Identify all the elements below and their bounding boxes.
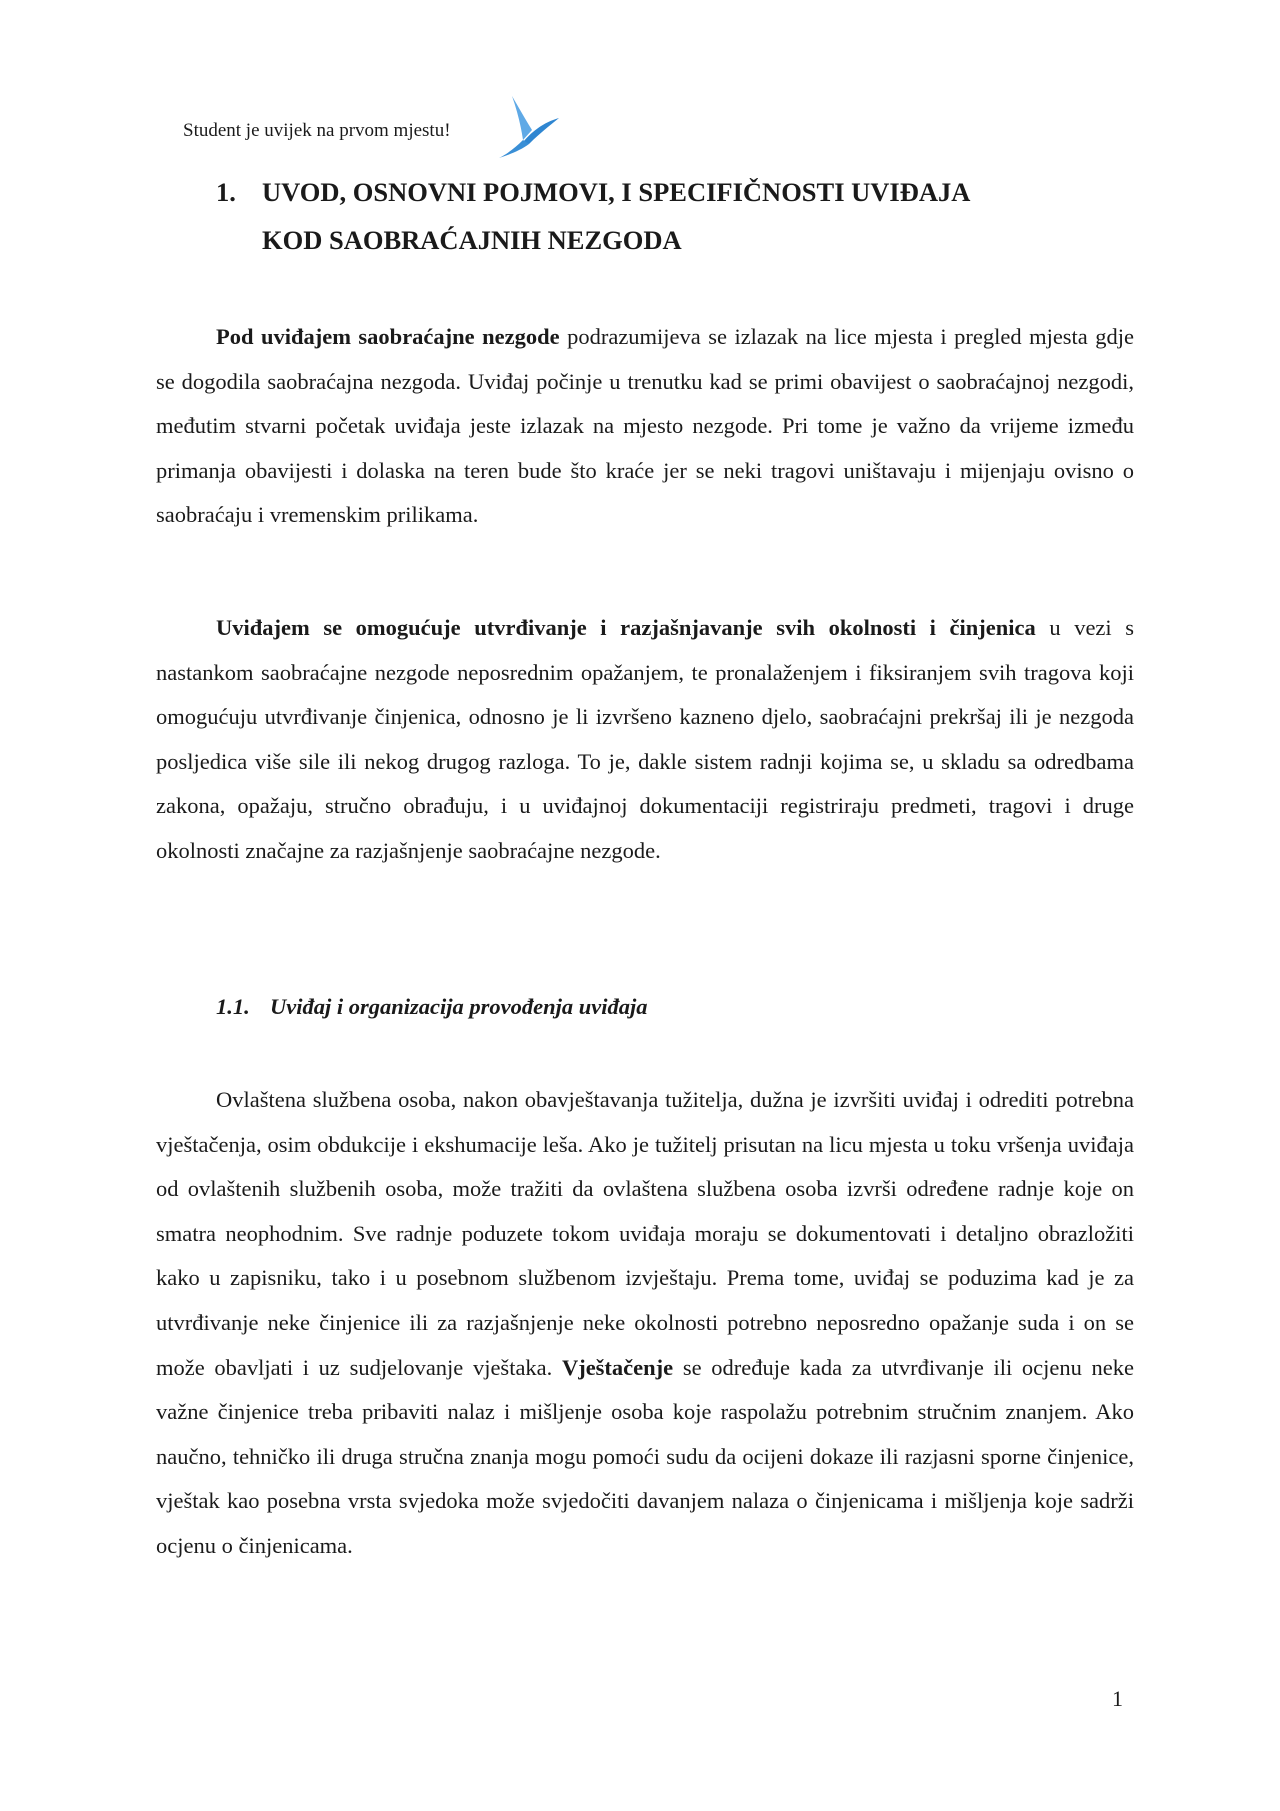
paragraph-1-bold: Pod uviđajem saobraćajne nezgode (216, 324, 560, 349)
paragraph-3-text-after: se određuje kada za utvrđivanje ili ocjenu neke važne činjenice treba pribaviti nalaz i mišljenje osoba koje raspolažu potrebnim stručnim znanjem. Ako naučno, tehničko ili druga stručna znanja mogu pomoći sudu da ocijeni dokaze ili razjasni sporne činjenice, vještak kao posebna vrsta svjedoka može svjedočiti davanjem nalaza o činjenicama i mišljenja koje sadrži ocjenu o činjenicama. (156, 1354, 1134, 1558)
paragraph-1 (156, 315, 1134, 538)
paragraph-1-text: podrazumijeva se izlazak na lice mjesta i pregled mjesta gdje se dogodila saobraćajna nezgoda. Uviđaj počinje u trenutku kad se primi obavijest o saobraćajnoj nezgodi, međutim stvarni početak uviđaja jeste izlazak na mjesto nezgode. Pri tome je važno da vrijeme između primanja obavijesti i dolaska na teren bude što kraće jer se neki tragovi uništavaju i mijenjaju ovisno o saobraćaju i vremenskim prilikama. (156, 324, 1134, 528)
paragraph-3 (156, 1078, 1134, 1569)
chapter-title-line2: KOD SAOBRAĆAJNIH NEZGODA (262, 225, 682, 255)
bird-icon (499, 96, 559, 158)
paragraph-3-text-before: Ovlaštena službena osoba, nakon obavještavanja tužitelja, dužna je izvršiti uviđaj i odrediti potrebna vještačenja, osim obdukcije i ekshumacije leša. Ako je tužitelj prisutan na licu mjesta u toku vršenja uviđaja od ovlaštenih službenih osoba, može tražiti da ovlaštena službena osoba izvrši određene radnje koje on smatra neophodnim. Sve radnje poduzete tokom uviđaja moraju se dokumentovati i detaljno obrazložiti kako u zapisniku, tako i u posebnom službenom izvještaju. Prema tome, uviđaj se poduzima kad je za utvrđivanje neke činjenice ili za razjašnjenje neke okolnosti potrebno neposredno opažanje suda i on se može obavljati i uz sudjelovanje vještaka. (156, 1087, 1134, 1380)
paragraph-2 (156, 606, 1134, 874)
section-heading (216, 994, 648, 1020)
page-header (183, 96, 603, 156)
page-number: 1 (1112, 1686, 1123, 1711)
section-number: 1.1. (216, 994, 250, 1019)
header-slogan: Student je uvijek na prvom mjestu! (183, 120, 451, 141)
chapter-title (216, 168, 1116, 264)
chapter-number: 1. (216, 177, 236, 207)
chapter-title-line1: UVOD, OSNOVNI POJMOVI, I SPECIFIČNOSTI UVIĐAJA (262, 177, 971, 207)
paragraph-2-bold: Uviđajem se omogućuje utvrđivanje i razjašnjavanje svih okolnosti i činjenica (216, 615, 1036, 640)
paragraph-3-bold: Vještačenje (561, 1354, 674, 1380)
paragraph-2-text: u vezi s nastankom saobraćajne nezgode neposrednim opažanjem, te pronalaženjem i fiksiranjem svih tragova koji omogućuju utvrđivanje činjenica, odnosno je li izvršeno kazneno djelo, saobraćajni prekršaj ili je nezgoda posljedica više sile ili nekog drugog razloga. To je, dakle sistem radnji kojima se, u skladu sa odredbama zakona, opažaju, stručno obrađuju, i u uviđajnoj dokumentaciji registriraju predmeti, tragovi i druge okolnosti značajne za razjašnjenje saobraćajne nezgode. (156, 615, 1135, 863)
section-title: Uviđaj i organizacija provođenja uviđaja (270, 994, 648, 1019)
